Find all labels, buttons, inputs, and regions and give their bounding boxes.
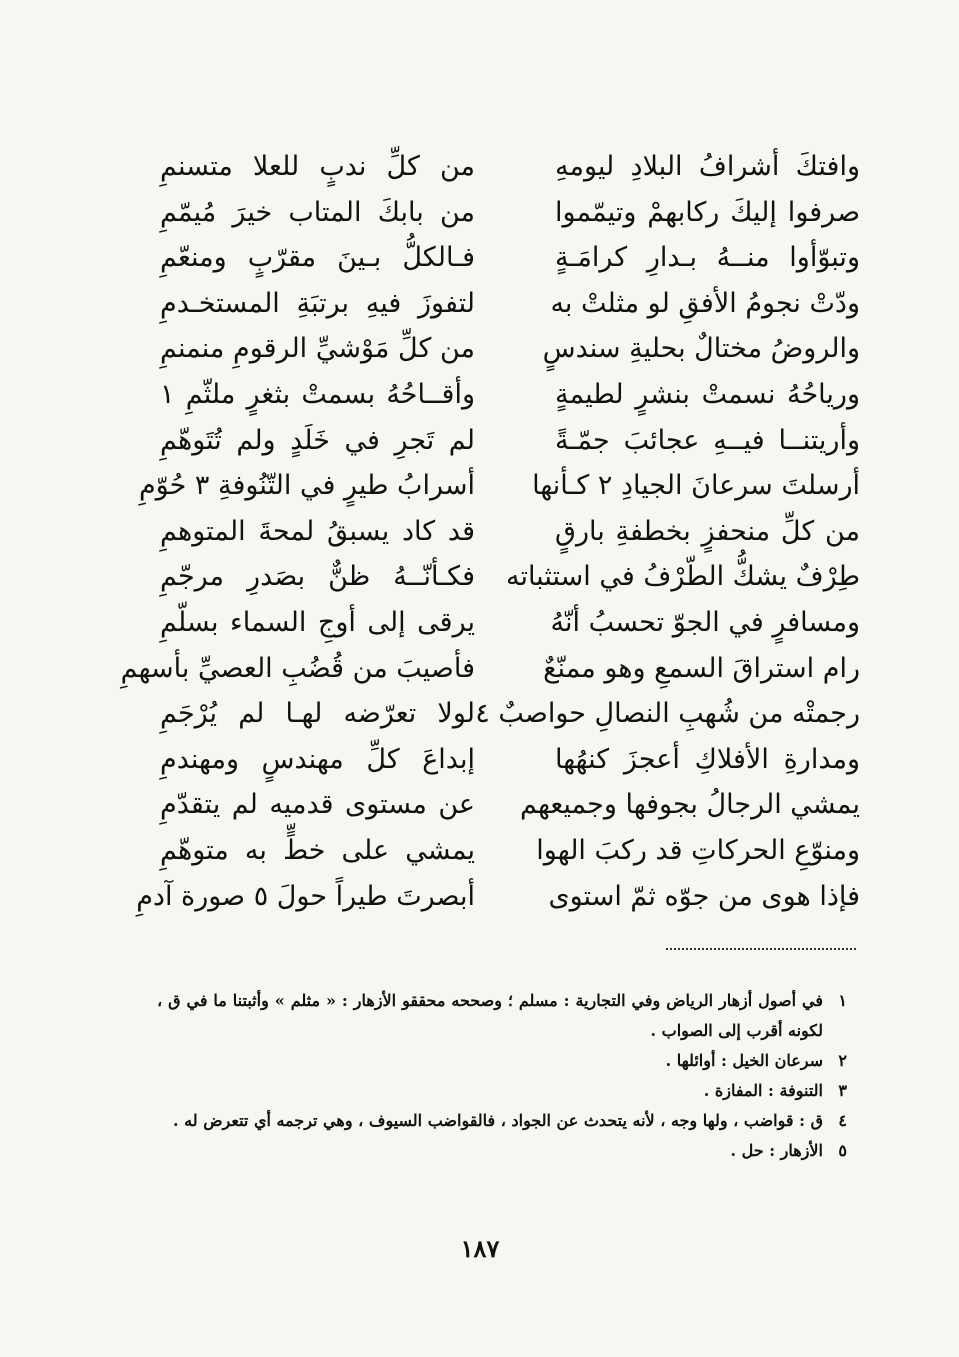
verse-second-hemistich: أبصرتَ طيراً حولَ ٥ صورة آدمِ xyxy=(136,880,475,912)
verse-second-hemistich: من كلِّ مَوْشيِّ الرقومِ منمنمِ xyxy=(160,333,475,365)
verse-first-hemistich: رجمتْه من شُهبِ النصالِ حواصبٌ ٤ xyxy=(475,698,860,730)
verse-first-hemistich: ورياحُهُ نسمتْ بنشرٍ لطيمةٍ xyxy=(555,379,860,410)
verse-second-hemistich: فأصيبَ من قُضُبِ العصيِّ بأسهمِ xyxy=(120,652,475,684)
verse-second-hemistich: لولا تعرّضه لهـا لم يُرْجَمِ xyxy=(160,698,475,730)
verse-line xyxy=(160,237,860,279)
verse-first-hemistich: فإذا هوى من جوّه ثمّ استوى xyxy=(548,880,860,912)
verse-line xyxy=(138,465,860,507)
verse-line xyxy=(160,511,860,553)
footnote-separator xyxy=(666,948,856,950)
verse-second-hemistich: أسرابُ طيرٍ في التّنُوفةِ ٣ حُوّمِ xyxy=(138,470,475,502)
footnote-text: الأزهار : حل . xyxy=(730,1141,823,1160)
footnote xyxy=(157,1076,847,1106)
verse-second-hemistich: من بابكَ المتاب خيرَ مُيمّمِ xyxy=(160,196,475,228)
verse-first-hemistich: والروضُ مختالٌ بحليةِ سندسٍ xyxy=(542,333,860,365)
verse-second-hemistich: إبداعَ كلِّ مهندسٍ ومهندمِ xyxy=(160,743,475,775)
verse-first-hemistich: وافتكَ أشرافُ البلادِ ليومهِ xyxy=(555,151,860,182)
verse-first-hemistich: وتبوّأوا منــهُ بـدارِ كرامَـةٍ xyxy=(555,242,860,274)
verse-first-hemistich: من كلِّ منحفزٍ بخطفةِ بارقٍ xyxy=(555,515,860,547)
verse-line xyxy=(160,784,860,826)
verse-line xyxy=(160,830,860,872)
verse-first-hemistich: أرسلتَ سرعانَ الجيادِ ٢ كـأنها xyxy=(532,470,860,502)
footnote xyxy=(157,1106,847,1136)
footnote-text: في أصول أزهار الرياض وفي التجارية : مسلم ؛ وصححه محققو الأزهار : « مثلم » وأثبتنا ما في ق ، لكونه أقرب إلى الصواب . xyxy=(157,991,823,1040)
footnote-text: ق : قواضب ، ولها وجه ، لأنه يتحدث عن الجواد ، فالقواضب السيوف ، وهي ترجمه أي تتعرض له . xyxy=(173,1111,823,1130)
footnote-number: ٥ xyxy=(838,1141,847,1160)
verse-second-hemistich: لتفوزَ فيهِ برتبَةِ المستخـدمِ xyxy=(160,287,475,319)
verse-line xyxy=(160,693,860,735)
verse-line xyxy=(160,283,860,325)
poem-block xyxy=(120,146,860,926)
verse-second-hemistich: فـالكلُّ بـينَ مقرّبٍ ومنعّمِ xyxy=(160,242,475,274)
footnote-number: ٢ xyxy=(838,1051,847,1070)
verse-second-hemistich: من كلِّ ندبٍ للعلا متسنمِ xyxy=(160,151,475,182)
verse-second-hemistich: فكـأنّــهُ ظنٌّ بصَدرِ مرجّمِ xyxy=(160,561,475,593)
verse-line xyxy=(160,374,860,416)
verse-second-hemistich: يرقى إلى أوجِ السماء بسلّمِ xyxy=(160,607,475,638)
verse-second-hemistich: عن مستوى قدميه لم يتقدّمِ xyxy=(160,789,475,821)
verse-line xyxy=(160,328,860,370)
verse-line xyxy=(136,876,860,918)
footnote-number: ١ xyxy=(838,991,847,1010)
page-number: ١٨٧ xyxy=(460,1234,500,1263)
footnote xyxy=(157,1046,847,1076)
footnote-number: ٤ xyxy=(838,1111,847,1130)
verse-first-hemistich: رام استراقَ السمعِ وهو ممنّعٌ xyxy=(543,652,860,684)
footnote-text: التنوفة : المفازة . xyxy=(703,1081,823,1100)
verse-second-hemistich: وأقــاحُهُ بسمتْ بثغرٍ ملثّمِ ١ xyxy=(160,379,475,410)
footnotes xyxy=(157,986,847,1166)
verse-first-hemistich: ومسافرٍ في الجوّ تحسبُ أنّهُ xyxy=(550,607,860,638)
footnote-text: سرعان الخيل : أوائلها . xyxy=(665,1051,823,1070)
verse-first-hemistich: ومدارةِ الأفلاكِ أعجزَ كنهُها xyxy=(555,743,860,775)
verse-first-hemistich: وأريتنــا فيــهِ عجائبَ جمّـةً xyxy=(555,424,860,456)
verse-line xyxy=(160,739,860,781)
verse-line xyxy=(160,146,860,188)
footnote xyxy=(157,986,847,1046)
verse-first-hemistich: طِرْفٌ يشكُّ الطّرْفُ في استثباته xyxy=(505,561,860,593)
verse-first-hemistich: صرفوا إليكَ ركابهمْ وتيمّموا xyxy=(555,196,860,228)
verse-first-hemistich: ومنوّعِ الحركاتِ قد ركبَ الهوا xyxy=(536,835,860,866)
verse-line xyxy=(160,556,860,598)
verse-first-hemistich: ودّتْ نجومُ الأفقِ لو مثلتْ به xyxy=(550,287,860,319)
verse-line xyxy=(160,420,860,462)
verse-line xyxy=(120,648,860,690)
verse-first-hemistich: يمشي الرجالُ بجوفها وجميعهم xyxy=(519,789,860,821)
verse-second-hemistich: يمشي على خطٍّ به متوهّمِ xyxy=(160,835,475,866)
verse-line xyxy=(160,192,860,234)
verse-second-hemistich: قد كاد يسبقُ لمحةَ المتوهمِ xyxy=(160,515,475,547)
verse-second-hemistich: لم تَجرِ في خَلَدٍ ولم تُتَوهّمِ xyxy=(160,424,475,456)
footnote-number: ٣ xyxy=(838,1081,847,1100)
verse-line xyxy=(160,602,860,644)
footnote xyxy=(157,1136,847,1166)
